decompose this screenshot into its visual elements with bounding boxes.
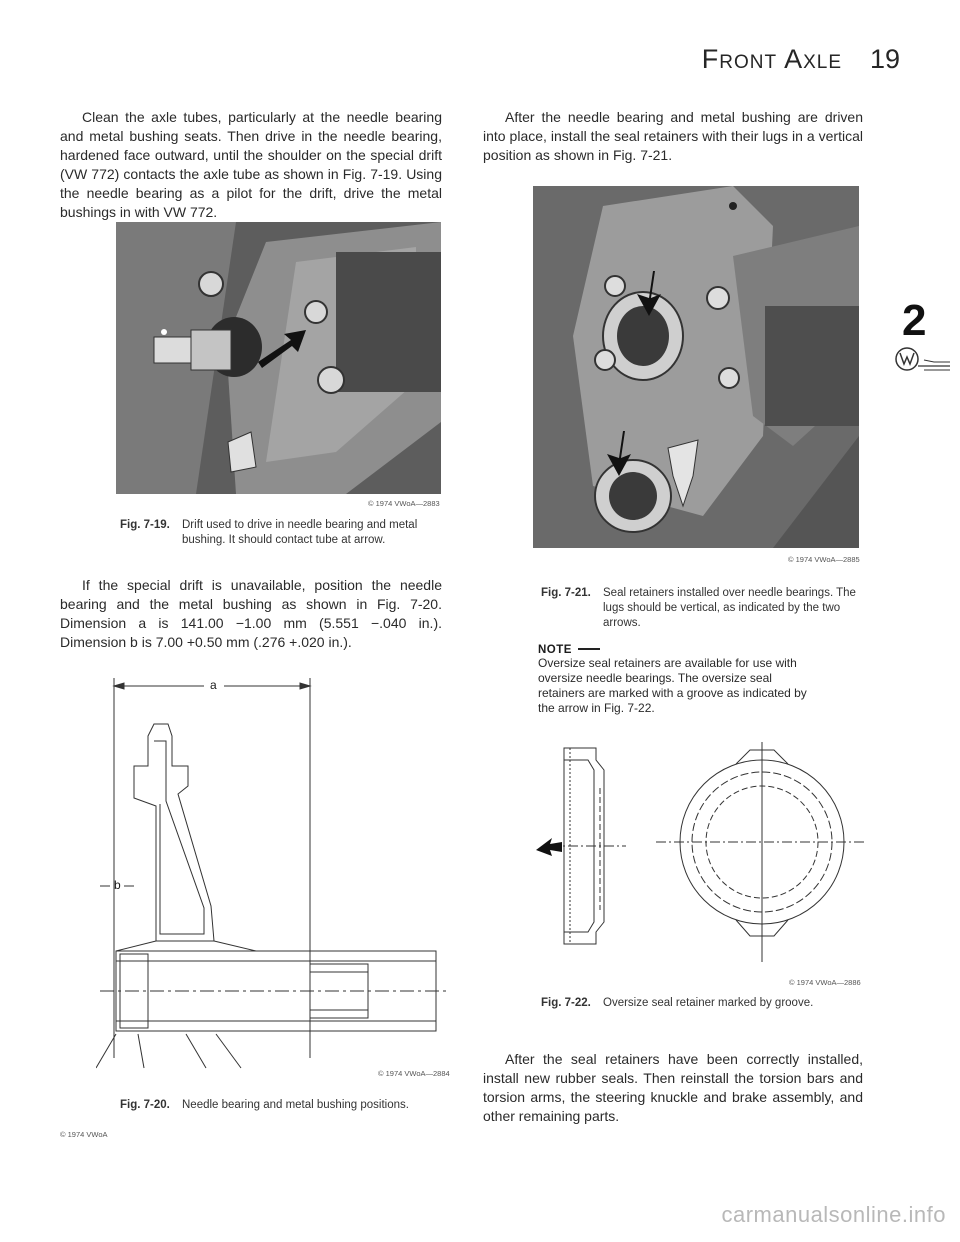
fig-7-21-caption <box>541 586 861 631</box>
fig-7-20-illustration <box>96 676 452 1072</box>
fig-7-19-illustration <box>116 222 441 494</box>
chapter-tab-number: 2 <box>902 296 927 345</box>
dimension-a-label: a <box>210 678 217 692</box>
watermark: carmanualsonline.info <box>721 1202 946 1227</box>
fig-7-19-caption-text: Drift used to drive in needle bearing and metal bushing. It should contact tube at arrow. <box>182 519 418 546</box>
fig-7-20-caption-text: Needle bearing and metal bushing positions. <box>182 1099 409 1111</box>
fig-7-19-label: Fig. 7-19. <box>120 519 170 531</box>
fig-7-21-label: Fig. 7-21. <box>541 587 591 599</box>
note-heading-text: NOTE <box>538 644 572 656</box>
footer-copyright: © 1974 VWoA <box>60 1130 108 1139</box>
fig-7-20-caption <box>120 1098 450 1113</box>
vw-logo-icon <box>894 346 952 374</box>
fig-7-19-copyright: © 1974 VWoA—2883 <box>368 499 440 508</box>
left-paragraph-2: If the special drift is unavailable, position the needle bearing and the metal bushing as shown in Fig. 7-20. Dimension a is 141.00 −1.00 mm (5.551 −.040 in.). Dimension b is 7.00 +0.50 mm (.276 +.020 in.). <box>60 577 442 650</box>
fig-7-21-caption-text: Seal retainers installed over needle bearings. The lugs should be vertical, as indicated by the two arrows. <box>603 587 856 629</box>
fig-7-20-copyright: © 1974 VWoA—2884 <box>378 1069 450 1078</box>
page-number: 19 <box>869 44 900 74</box>
fig-7-22-diagram <box>536 742 868 970</box>
fig-7-22-label: Fig. 7-22. <box>541 997 591 1009</box>
fig-7-22-caption-text: Oversize seal retainer marked by groove. <box>603 997 814 1009</box>
fig-7-22-caption <box>541 996 861 1011</box>
note-body: Oversize seal retainers are available for use with oversize needle bearings. The oversize seal retainers are marked with a groove as indicated by the arrow in Fig. 7-22. <box>538 656 807 715</box>
note-rule <box>578 648 600 650</box>
right-paragraph-2: After the seal retainers have been correctly installed, install new rubber seals. Then reinstall the torsion bars and torsion arms, the steering knuckle and brake assembly, and other remaining parts. <box>483 1051 863 1124</box>
dimension-b-label: b <box>114 878 121 892</box>
right-paragraph-1: After the needle bearing and metal bushing are driven into place, install the seal retainers with their lugs in a vertical position as shown in Fig. 7-21. <box>483 109 863 163</box>
fig-7-21-copyright: © 1974 VWoA—2885 <box>788 555 860 564</box>
fig-7-19-caption <box>120 518 450 548</box>
left-paragraph-1: Clean the axle tubes, particularly at the needle bearing and metal bushing seats. Then drive in the needle bearing, hardened face outward, until the shoulder on the special drift (VW 772) contacts the axle tube as shown in Fig. 7-19. Using the needle bearing as a pilot for the drift, drive the metal bushings in with VW 772. <box>60 109 442 220</box>
fig-7-19-photo <box>116 222 441 494</box>
fig-7-20-diagram <box>96 676 452 1072</box>
fig-7-21-photo <box>533 186 859 548</box>
fig-7-20-label: Fig. 7-20. <box>120 1099 170 1111</box>
page-header-title: Front Axle <box>701 44 842 74</box>
fig-7-22-copyright: © 1974 VWoA—2886 <box>789 978 861 987</box>
fig-7-21-illustration <box>533 186 859 548</box>
fig-7-22-illustration <box>536 742 868 970</box>
